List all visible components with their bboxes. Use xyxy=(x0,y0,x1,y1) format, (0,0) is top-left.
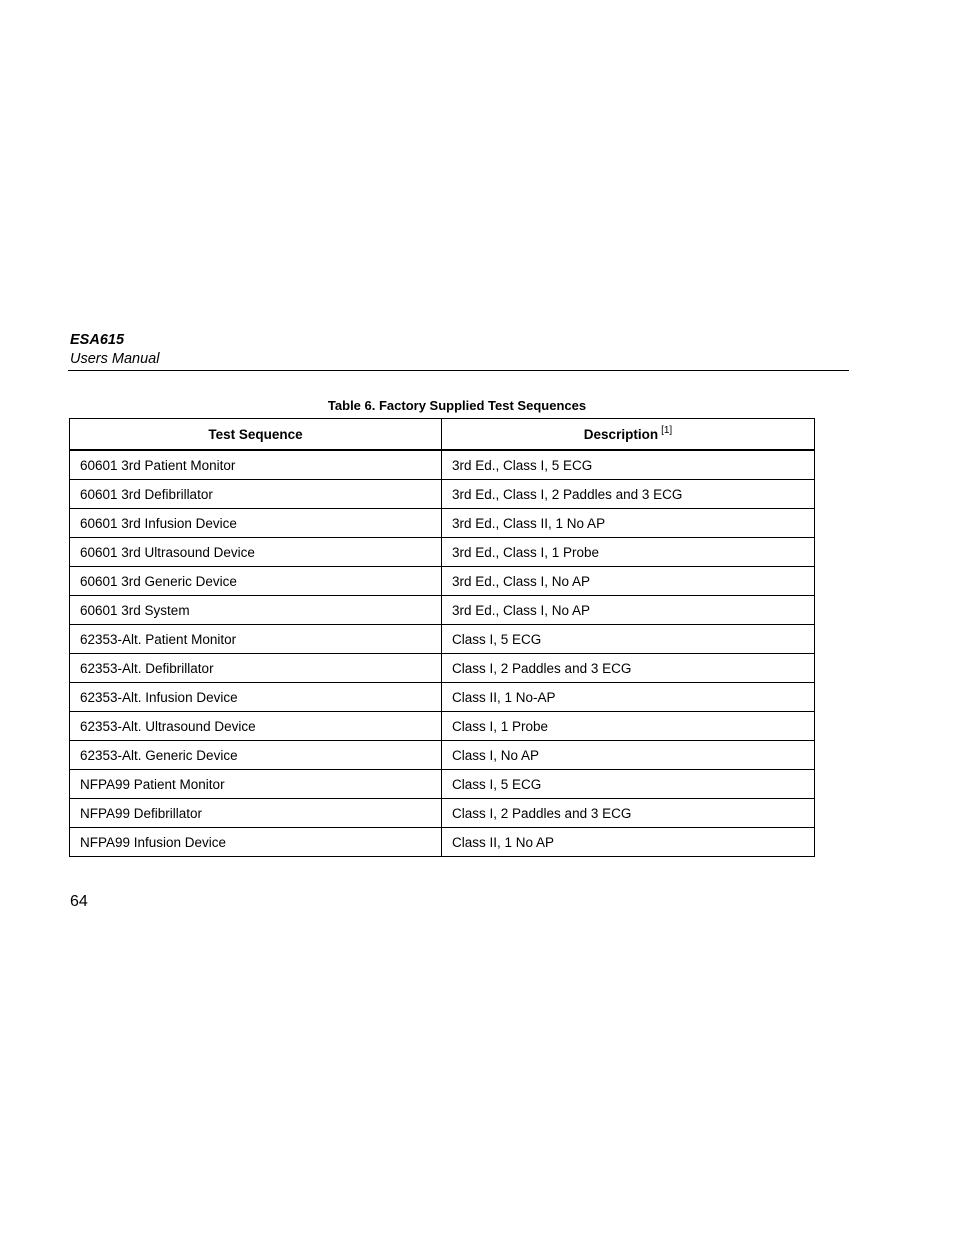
cell-test-sequence: 62353-Alt. Infusion Device xyxy=(70,683,442,712)
table-row xyxy=(70,712,815,741)
table-caption: Table 6. Factory Supplied Test Sequences xyxy=(327,398,587,413)
cell-description: Class I, 2 Paddles and 3 ECG xyxy=(442,799,815,828)
cell-test-sequence: 62353-Alt. Ultrasound Device xyxy=(70,712,442,741)
column-header-label: Description xyxy=(583,426,659,442)
page-number: 64 xyxy=(70,893,88,910)
cell-description: Class I, 5 ECG xyxy=(442,625,815,654)
column-header-label: Test Sequence xyxy=(208,426,303,442)
cell-test-sequence: NFPA99 Defibrillator xyxy=(70,799,442,828)
table-row xyxy=(70,683,815,712)
cell-description: 3rd Ed., Class I, 1 Probe xyxy=(442,538,815,567)
cell-test-sequence: 62353-Alt. Patient Monitor xyxy=(70,625,442,654)
cell-test-sequence: NFPA99 Infusion Device xyxy=(70,828,442,857)
document-subtitle: Users Manual xyxy=(70,351,160,367)
column-header-description xyxy=(442,419,815,451)
table-row xyxy=(70,596,815,625)
header-divider xyxy=(68,370,849,371)
table-row xyxy=(70,770,815,799)
cell-test-sequence: NFPA99 Patient Monitor xyxy=(70,770,442,799)
cell-description: 3rd Ed., Class II, 1 No AP xyxy=(442,509,815,538)
cell-test-sequence: 62353-Alt. Defibrillator xyxy=(70,654,442,683)
table-header-row xyxy=(70,419,815,451)
table-row xyxy=(70,538,815,567)
cell-description: Class I, 1 Probe xyxy=(442,712,815,741)
cell-test-sequence: 60601 3rd Patient Monitor xyxy=(70,450,442,480)
table-row xyxy=(70,741,815,770)
column-header-test-sequence xyxy=(70,419,442,451)
table-row xyxy=(70,654,815,683)
table-row xyxy=(70,480,815,509)
cell-description: Class I, 2 Paddles and 3 ECG xyxy=(442,654,815,683)
cell-description: 3rd Ed., Class I, No AP xyxy=(442,567,815,596)
table-row xyxy=(70,567,815,596)
test-sequence-table xyxy=(69,418,815,857)
cell-description: 3rd Ed., Class I, No AP xyxy=(442,596,815,625)
cell-test-sequence: 60601 3rd Defibrillator xyxy=(70,480,442,509)
cell-description: 3rd Ed., Class I, 5 ECG xyxy=(442,450,815,480)
table-row xyxy=(70,509,815,538)
cell-description: 3rd Ed., Class I, 2 Paddles and 3 ECG xyxy=(442,480,815,509)
cell-description: Class I, No AP xyxy=(442,741,815,770)
cell-test-sequence: 60601 3rd Ultrasound Device xyxy=(70,538,442,567)
table-row xyxy=(70,450,815,480)
cell-test-sequence: 60601 3rd Infusion Device xyxy=(70,509,442,538)
cell-test-sequence: 60601 3rd Generic Device xyxy=(70,567,442,596)
cell-description: Class II, 1 No AP xyxy=(442,828,815,857)
document-title: ESA615 xyxy=(70,332,125,348)
cell-description: Class II, 1 No-AP xyxy=(442,683,815,712)
cell-test-sequence: 60601 3rd System xyxy=(70,596,442,625)
cell-description: Class I, 5 ECG xyxy=(442,770,815,799)
cell-test-sequence: 62353-Alt. Generic Device xyxy=(70,741,442,770)
footnote-marker: [1] xyxy=(661,425,673,436)
table-row xyxy=(70,625,815,654)
table-row xyxy=(70,799,815,828)
table-row xyxy=(70,828,815,857)
